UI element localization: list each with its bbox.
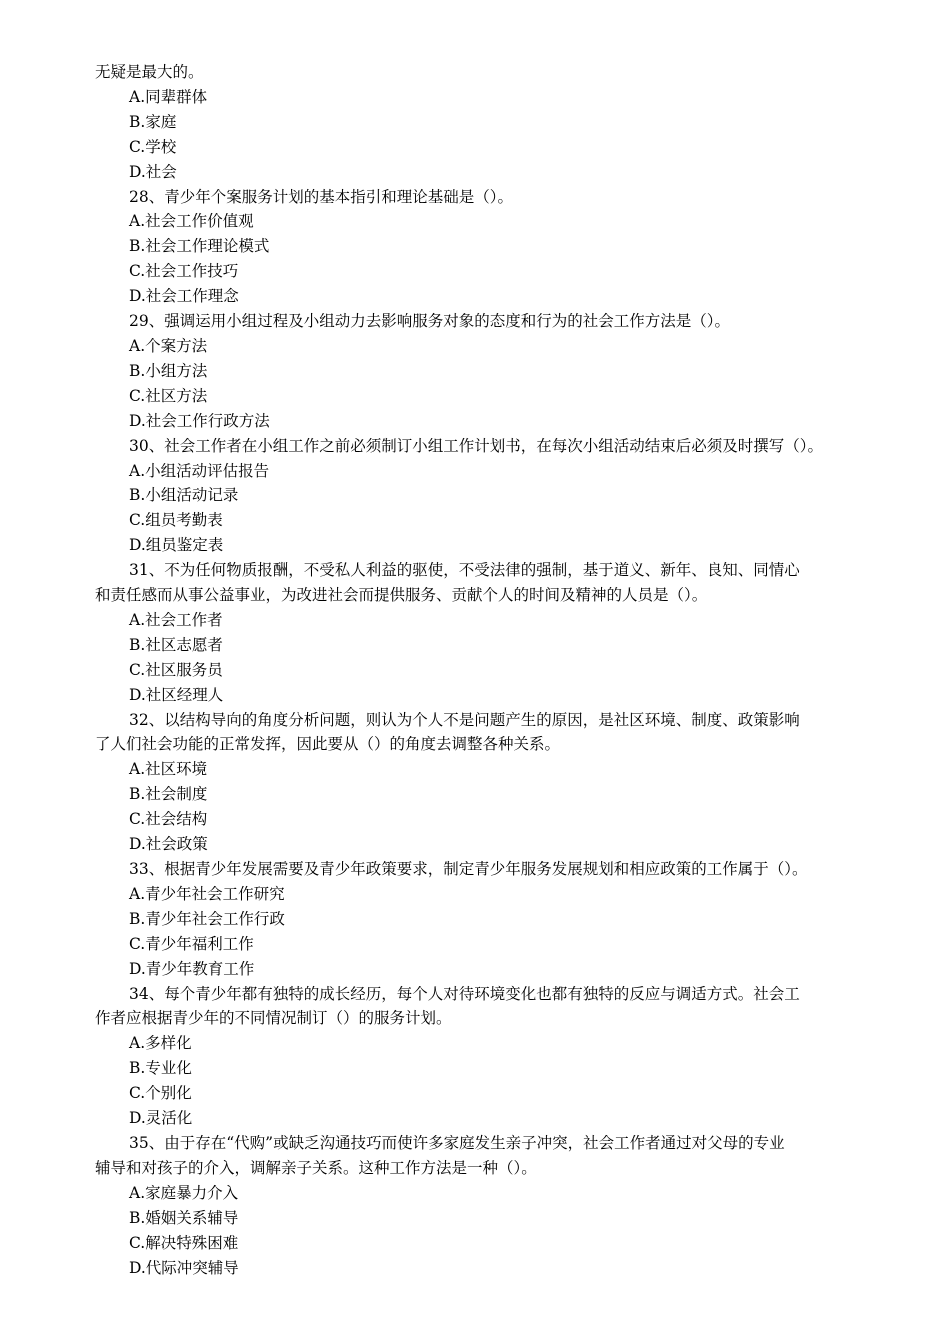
question-item bbox=[95, 309, 860, 434]
answer-option: B.小组活动记录 bbox=[129, 486, 239, 505]
answer-option: D.青少年教育工作 bbox=[129, 959, 255, 978]
answer-option: B.社会制度 bbox=[129, 785, 208, 804]
question-stem: 和责任感而从事公益事业，为改进社会而提供服务、贡献个人的时间及精神的人员是（）。 bbox=[95, 586, 708, 605]
answer-option: A.多样化 bbox=[129, 1034, 192, 1053]
question-stem: 32、以结构导向的角度分析问题，则认为个人不是问题产生的原因，是社区环境、制度、政策影响 bbox=[129, 710, 800, 729]
answer-option: C.组员考勤表 bbox=[129, 511, 223, 530]
answer-option: D.灵活化 bbox=[129, 1109, 193, 1128]
answer-option: C.解决特殊困难 bbox=[129, 1233, 239, 1252]
question-stem: 33、根据青少年发展需要及青少年政策要求，制定青少年服务发展规划和相应政策的工作属于（）。 bbox=[129, 860, 808, 878]
question-stem: 34、每个青少年都有独特的成长经历，每个人对待环境变化也都有独特的反应与调适方式。社会工 bbox=[129, 984, 800, 1003]
answer-option: B.专业化 bbox=[129, 1059, 192, 1078]
question-stem: 辅导和对孩子的介入，调解亲子关系。这种工作方法是一种（）。 bbox=[95, 1158, 537, 1177]
question-stem: 35、由于存在“代购”或缺乏沟通技巧而使许多家庭发生亲子冲突，社会工作者通过对父母的专业 bbox=[129, 1133, 785, 1152]
answer-option: B.青少年社会工作行政 bbox=[129, 909, 285, 928]
answer-option: D.代际冲突辅导 bbox=[129, 1258, 239, 1277]
answer-option: A.个案方法 bbox=[129, 336, 208, 355]
answer-option: B.家庭 bbox=[129, 112, 177, 131]
continued-question-options bbox=[95, 85, 860, 185]
answer-option: A.社区环境 bbox=[129, 760, 208, 779]
question-item bbox=[95, 558, 860, 707]
question-item bbox=[95, 708, 860, 857]
answer-option: D.社会 bbox=[129, 162, 177, 181]
continued-question-text: 无疑是最大的。 bbox=[95, 63, 204, 81]
question-item bbox=[95, 857, 860, 982]
question-item bbox=[95, 434, 860, 559]
answer-option: A.青少年社会工作研究 bbox=[129, 884, 285, 903]
answer-option: C.社会工作技巧 bbox=[129, 262, 239, 281]
answer-option: A.社会工作价值观 bbox=[129, 212, 254, 231]
answer-option: D.社会政策 bbox=[129, 835, 208, 854]
answer-option: C.青少年福利工作 bbox=[129, 934, 254, 953]
question-item bbox=[95, 1131, 860, 1280]
answer-option: B.婚姻关系辅导 bbox=[129, 1208, 239, 1227]
answer-option: C.学校 bbox=[129, 137, 177, 156]
answer-option: A.家庭暴力介入 bbox=[129, 1183, 239, 1202]
question-stem: 作者应根据青少年的不同情况制订（）的服务计划。 bbox=[95, 1009, 452, 1028]
question-stem: 31、不为任何物质报酬，不受私人利益的驱使，不受法律的强制，基于道义、新年、良知、同情心 bbox=[129, 561, 800, 580]
answer-option: C.社会结构 bbox=[129, 810, 208, 829]
answer-option: B.小组方法 bbox=[129, 361, 208, 380]
question-list bbox=[95, 185, 860, 1281]
answer-option: A.同辈群体 bbox=[129, 87, 208, 106]
question-stem: 30、社会工作者在小组工作之前必须制订小组工作计划书，在每次小组活动结束后必须及时撰写（）。 bbox=[129, 436, 823, 455]
answer-option: A.小组活动评估报告 bbox=[129, 461, 270, 480]
answer-option: D.组员鉴定表 bbox=[129, 536, 224, 555]
answer-option: A.社会工作者 bbox=[129, 610, 223, 629]
question-stem: 28、青少年个案服务计划的基本指引和理论基础是（）。 bbox=[129, 187, 513, 206]
question-item bbox=[95, 185, 860, 310]
exam-questions-text bbox=[95, 60, 860, 1280]
answer-option: B.社区志愿者 bbox=[129, 635, 223, 654]
answer-option: C.社区服务员 bbox=[129, 660, 223, 679]
answer-option: C.社区方法 bbox=[129, 386, 208, 405]
answer-option: D.社区经理人 bbox=[129, 685, 224, 704]
question-stem: 29、强调运用小组过程及小组动力去影响服务对象的态度和行为的社会工作方法是（）。 bbox=[129, 312, 730, 331]
question-stem: 了人们社会功能的正常发挥，因此要从（）的角度去调整各种关系。 bbox=[95, 735, 561, 754]
answer-option: D.社会工作行政方法 bbox=[129, 411, 270, 430]
answer-option: B.社会工作理论模式 bbox=[129, 237, 270, 256]
question-item bbox=[95, 982, 860, 1131]
answer-option: C.个别化 bbox=[129, 1084, 192, 1103]
answer-option: D.社会工作理念 bbox=[129, 287, 239, 306]
